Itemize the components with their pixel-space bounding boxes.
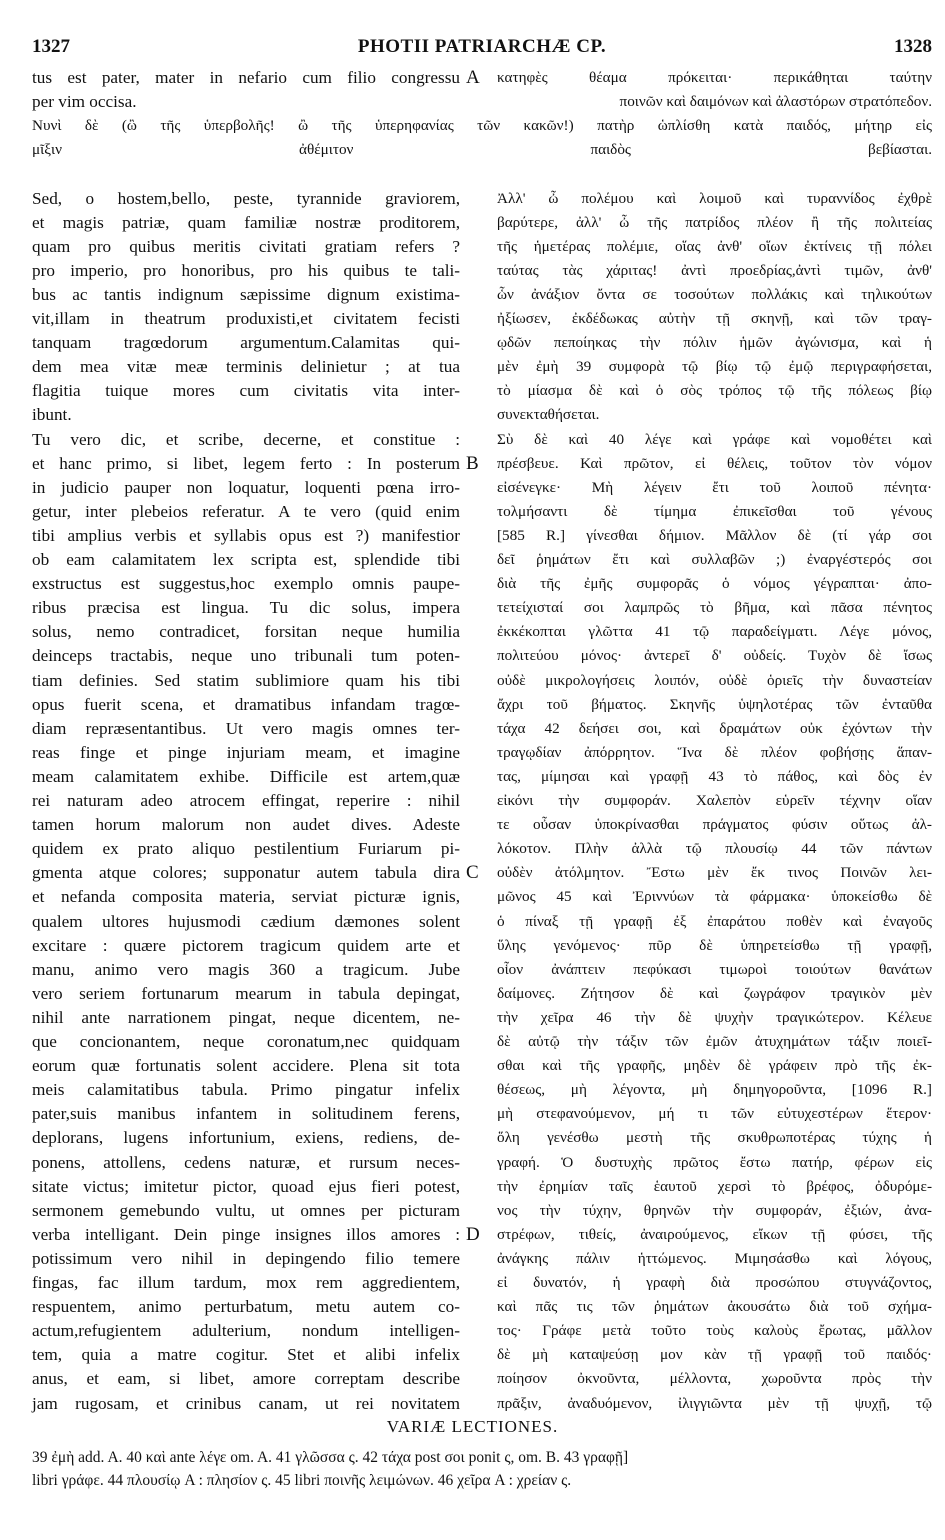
greek-line: δὲ αὐτῷ τὴν τάξιν τῶν ἐμῶν ἀτυχημάτων τάξιν ποιεῖ- xyxy=(497,1033,932,1050)
latin-line: flagitia tuique mores cum civitatis vita inter- xyxy=(32,381,460,401)
running-title: PHOTII PATRIARCHÆ CP. xyxy=(357,36,607,57)
latin-line: rei naturam adeo atrocem effingat, reperire : nihil xyxy=(32,791,460,810)
greek-line: δαίμονες. Ζήτησον δὲ καὶ ζωγράφον τραγικὸν μὲν xyxy=(497,984,932,1002)
latin-line: fingas, fac illum tardum, mox rem aggredientem, xyxy=(32,1273,460,1292)
greek-line: τῆς ἡμετέρας πολέμιε, οἵας ἀνθ' οἵων ἐκτίνεις τῇ πόλει xyxy=(497,237,932,255)
latin-line: quidem ex prato aliquo pestilentium Furiarum pi- xyxy=(32,839,460,859)
greek-line: τραγῳδίαν ἀπόρρητον. Ἵνα δὲ πλέον φοβήσῃς ἅπαν- xyxy=(497,743,932,761)
latin-line: meam calamitatem exhibe. Difficile est artem,quæ xyxy=(32,766,460,786)
greek-line: δὲ μὴ καταψεύσῃ μον κὰν τῇ γραφῇ τοῦ παιδός· xyxy=(497,1346,932,1364)
latin-line: ponens, attollens, cedens naturæ, et rursum neces- xyxy=(32,1152,460,1172)
greek-line: τε οὖσαν ὑποκρίνασθαι πράγματος φύσιν οὕτως ἀλ- xyxy=(497,816,932,834)
greek-line: ταύτας τὰς χάριτας! ἀντὶ προεδρίας,ἀντὶ τιμῶν, ἀνθ' xyxy=(497,261,932,279)
greek-line: ὕλης γενόμενος· πῦρ δὲ ὑπηρετείσθω τῇ γραφῇ, xyxy=(497,936,932,954)
latin-line: et magis patriæ, quam familiæ nostræ proditorem, xyxy=(32,212,460,232)
greek-line: τὴν ἐρημίαν ταῖς ἑαυτοῦ χερσὶ τὸ βρέφος, ὀδυρόμε- xyxy=(497,1177,932,1195)
page-number-right: 1328 xyxy=(894,36,932,57)
latin-line: que concionantem, neque coronatum,nec quidquam xyxy=(32,1032,460,1051)
latin-line: deinceps tractabis, neque uno tribunali tum poten- xyxy=(32,646,460,666)
greek-line: ἀνάγκης πάλιν ἡττώμενος. Μιμησάσθω καὶ λόγους, xyxy=(497,1249,932,1267)
latin-line: verba intelligant. Dein pinge insignes illos amores : xyxy=(32,1224,460,1244)
latin-line: pro imperio, pro honoribus, pro his quibus te tali- xyxy=(32,260,460,280)
latin-line: gmenta atque colores; supponatur autem tabula dira xyxy=(32,863,460,883)
latin-line: qualem ultores hujusmodi cædium dæmones solent xyxy=(32,911,460,931)
latin-line: ob eam calamitatem lex scripta est, splendide tibi xyxy=(32,550,460,569)
page-header xyxy=(32,36,932,62)
greek-line: διὰ τῆς ἐμῆς συμφορᾶς ὁ νόμος γέγραπται· ἀπο- xyxy=(497,575,932,593)
greek-line: ποινῶν καὶ δαιμόνων καὶ ἀλαστόρων στρατόπεδον. xyxy=(619,93,932,111)
latin-line: potissimum vero nihil in depingendo filio temere xyxy=(32,1248,460,1268)
latin-line: tibi amplius verbis et syllabis opus est ?) manifestior xyxy=(32,525,460,545)
greek-line: βαρύτερε, ἀλλ' ὦ τῆς πατρίδος πλέον ἢ τῆς πολιτείας xyxy=(497,213,932,231)
greek-line: θέσεως, μὴ λέγοντα, μὴ δημηγοροῦντα, [1096 R.] xyxy=(497,1081,932,1099)
latin-line: vit,illam in theatrum produxisti,et civitatem fecisti xyxy=(32,309,460,328)
page-number-left: 1327 xyxy=(32,36,70,57)
latin-line: ibunt. xyxy=(32,405,72,425)
greek-line: ὁ πίναξ τῇ γραφῇ ἐξ ἐπαράτου ποθὲν καὶ ἐναγοῦς xyxy=(497,912,932,930)
latin-line: anus, et eam, si libet, amore correptam describe xyxy=(32,1369,460,1389)
latin-line: tiam definies. Sed statim sublimiore quam his tibi xyxy=(32,670,460,690)
greek-line: ἄχρι τοῦ βήματος. Σκηνῆς ὑψηλοτέρας τῶν ἐνταῦθα xyxy=(497,695,932,713)
greek-line: στρέφων, τιθείς, ἀναιρούμενος, εἴκων τῇ φύσει, τῆς xyxy=(497,1225,932,1243)
latin-line: per vim occisa. xyxy=(32,92,137,112)
greek-line: [585 R.] γίνεσθαι δήμιον. Μᾶλλον δὲ (τί γάρ σοι xyxy=(497,526,932,544)
greek-line: τὴν χεῖρα 46 τὴν δὲ ψυχὴν τραγικώτερον. Κέλευε xyxy=(497,1008,932,1026)
latin-line: eorum quæ fortunatis solent accidere. Plena sit tota xyxy=(32,1056,460,1076)
greek-spanning-line: μῖξιν ἀθέμιτον παιδὸς βεβίασται. xyxy=(32,141,932,159)
greek-line: κατηφὲς θέαμα πρόκειται· περικάθηται ταύτην xyxy=(497,69,932,86)
latin-line: tamen horum malorum non audet dives. Adeste xyxy=(32,815,460,835)
greek-line: ποίησον ὀκνοῦντα, μέλλοντα, χωροῦντα πρὸς τὴν xyxy=(497,1370,932,1388)
greek-line: τάχα 42 δεήσει σοι, καὶ δραμάτων οὐκ ἐχόντων τὴν xyxy=(497,719,932,737)
latin-line: getur, inter plebeios referatur. A te vero (quid enim xyxy=(32,501,460,521)
greek-line: σθαι καὶ τῆς γραφῆς, μηδὲν δὲ γράφειν πρὸ τῆς ἐκ- xyxy=(497,1057,932,1075)
greek-line: συνεκταθήσεται. xyxy=(497,406,600,424)
greek-line: εἰκόνι τὴν συμφοράν. Χαλεπὸν εὑρεῖν τέχνην οἵαν xyxy=(497,792,932,809)
greek-line: μῶνος 45 καὶ Ἐριννύων τὰ φάρμακα· ὑποκείσθω δὲ xyxy=(497,888,932,906)
latin-line: solus, nemo contradicet, forsitan neque humilia xyxy=(32,622,460,642)
greek-line: εἰ δυνατόν, ἡ γραφὴ διὰ προσώπου στυγνάζοντος, xyxy=(497,1274,932,1291)
latin-line: sitate victus; imitetur pictor, quoad ejus fieri potest, xyxy=(32,1176,460,1196)
latin-line: excitare : quære pictorem tragicum quidem arte et xyxy=(32,935,460,955)
margin-marker-a: A xyxy=(466,67,480,88)
latin-line: tanquam tragœdorum argumentum.Calamitas qui- xyxy=(32,333,460,353)
greek-line: ὧν ἀνάξιον ὄντα σε τοσούτων πολλάκις καὶ τηλικούτων xyxy=(497,285,932,303)
latin-line: tus est pater, mater in nefario cum filio congressu xyxy=(32,68,460,87)
latin-line: jam rugosam, et crinibus canam, ut rei novitatem xyxy=(32,1393,460,1413)
latin-line: quam pro quibus meritis civitati gratiam refers ? xyxy=(32,236,460,256)
latin-line: diam repræsentantibus. Ut vero magis omnes ter- xyxy=(32,718,460,738)
greek-line: πρέσβευε. Καὶ πρῶτον, εἰ θέλεις, τοῦτον τὸν νόμον xyxy=(497,454,932,472)
latin-line: et hanc primo, si libet, legem ferto : In posterum xyxy=(32,453,460,473)
greek-line: ῳδῶν πεποίηκας τὴν πόλιν ἡμῶν ἀγώνισμα, καὶ ἡ xyxy=(497,334,932,352)
latin-line: tem, quia a matre cogitur. Stet et alibi infelix xyxy=(32,1345,460,1365)
latin-line: vero seriem fortunarum mearum in tabula depingat, xyxy=(32,983,460,1003)
margin-marker-b: B xyxy=(466,452,479,474)
greek-line: Ἀλλ' ὦ πολέμου καὶ λοιμοῦ καὶ τυραννίδος ἐχθρὲ xyxy=(497,189,932,207)
latin-line: opus fuerit scena, et dramatibus infandam tragœ- xyxy=(32,694,460,714)
latin-line: Tu vero dic, et scribe, decerne, et constitue : xyxy=(32,429,460,449)
latin-line: in judicio pauper non loquatur, loquenti pœna irro- xyxy=(32,477,460,497)
variae-line-2: libri γράφε. 44 πλουσίῳ A : πλησίον ς. 45 libri ποινῆς λειμώνων. 46 χεῖρα A : χρείαν ς. xyxy=(32,1472,572,1489)
latin-line: pater,suis manibus infantem in solitudinem ferens, xyxy=(32,1104,460,1124)
greek-line: μὴ στεφανούμενον, μή τι τῶν εὐτυχεστέρων ἕτερον· xyxy=(497,1105,932,1123)
greek-line: πρᾶξιν, ἀναδυόμενον, ἰλιγγιῶντα μὲν τῇ ψυχῇ, τῷ xyxy=(497,1394,932,1412)
greek-line: γραφή. Ὁ δυστυχὴς πρῶτος ἔστω πατήρ, φέρων εἰς xyxy=(497,1153,932,1171)
margin-marker-d: D xyxy=(466,1223,480,1245)
latin-line: manu, animo vero magis 360 a tragicum. Jube xyxy=(32,959,460,979)
greek-line: πολιτεύου μόνος· ἀντερεῖ δ' οὐδείς. Τυχὸν δὲ ἴσως xyxy=(497,647,932,665)
greek-line: νος τὴν τύχην, θρηνῶν τὴν συμφοράν, ἐξιών, ἀνα- xyxy=(497,1201,932,1219)
latin-line: et nefanda composita materia, serviat picturæ ignis, xyxy=(32,887,460,907)
margin-marker-c: C xyxy=(466,862,479,884)
greek-line: μὲν ἐμὴ 39 συμφορὰ τῷ βίῳ τῷ ἐμῷ περιγραφήσεται, xyxy=(497,358,932,376)
latin-line: nihil ante narrationem pingat, neque dicentem, ne- xyxy=(32,1007,460,1027)
greek-line: ἠξίωσεν, ἐκδέδωκας αὐτὴν τῇ σκηνῇ, καὶ τῶν τραγ- xyxy=(497,310,932,327)
latin-line: meis calamitatibus tabula. Primo pingatur infelix xyxy=(32,1080,460,1100)
greek-line: ἐκκέκοπται γλῶττα 41 τῷ παραδείγματι. Λέγε μόνος, xyxy=(497,623,932,641)
latin-line: exstructus est suggestus,hoc exemplo omnis paupe- xyxy=(32,574,460,594)
greek-spanning-line: Νυνὶ δὲ (ὢ τῆς ὑπερβολῆς! ὢ τῆς ὑπερηφανίας τῶν κακῶν!) πατὴρ ὡπλίσθη κατὰ παιδός, μήτηρ εἰς xyxy=(32,117,932,135)
greek-line: δεῖ ῥημάτων ἔτι καὶ συλλαβῶν ;) ἐναργέστερός σοι xyxy=(497,551,932,568)
latin-line: respuentem, animo perturbatum, metu autem co- xyxy=(32,1297,460,1317)
greek-line: τος· Γράφε μετὰ τοῦτο τοὺς καλοὺς ἔρωτας, μᾶλλον xyxy=(497,1322,932,1340)
greek-line: ὅλη γενέσθω μεστὴ τῆς σκυθρωποτέρας τύχης ἡ xyxy=(497,1129,932,1147)
variae-line-1: 39 ἐμὴ add. A. 40 καὶ ante λέγε om. A. 41 γλῶσσα ς. 42 τάχα post σοι ponit ς, om. B. 43 γραφῇ] xyxy=(32,1449,629,1466)
latin-line: dem mea vitæ meæ terminis delinietur ; at tua xyxy=(32,357,460,377)
latin-line: actum,refugientem adulterium, nondum intelligen- xyxy=(32,1321,460,1341)
latin-line: reas finge et pinge injuriam meam, et imagine xyxy=(32,742,460,762)
greek-line: οἷον ἀνάπτειν πεφύκασι τιμωροὶ τοιούτων θανάτων xyxy=(497,960,932,978)
greek-line: τὸ μίασμα δὲ καὶ ὁ σὸς τρόπος τῷ τῆς πόλεως βίῳ xyxy=(497,382,932,400)
greek-line: καὶ πᾶς τις τῶν ῥημάτων ἀκουσάτω διὰ τοῦ σχήμα- xyxy=(497,1298,932,1316)
latin-line: deplorans, lugens infortunium, exiens, rediens, de- xyxy=(32,1128,460,1148)
latin-line: ribus præcisa est lingua. Tu dic solus, impera xyxy=(32,598,460,618)
greek-line: τετείχισταί σοι λαμπρῶς τὸ βῆμα, καὶ πᾶσα πένητος xyxy=(497,599,932,617)
latin-line: Sed, o hostem,bello, peste, tyrannide graviorem, xyxy=(32,188,460,208)
greek-line: τας, μίμησαι καὶ γραφῇ 43 τὸ πάθος, καὶ δὸς ἐν xyxy=(497,767,932,785)
greek-line: Σὺ δὲ καὶ 40 λέγε καὶ γράφε καὶ νομοθέτει καὶ xyxy=(497,430,932,448)
greek-line: τολμήσαντι δὲ τίμημα ἐπικεῖσθαι τοῦ γένους xyxy=(497,502,932,520)
greek-line: οὐδὲ μικρολογήσεις λοιπόν, οὐδὲ ὁριεῖς τὴν δυναστείαν xyxy=(497,671,932,689)
greek-line: οὐδὲν ἀτόλμητον. Ἔστω μὲν ἔκ τινος Ποινῶν λει- xyxy=(497,864,932,882)
latin-line: sermonem gemebundo vultu, ut omnes per picturam xyxy=(32,1200,460,1220)
greek-line: λόκοτον. Πλὴν ἀλλὰ τῷ πλουσίῳ 44 τῶν πάντων xyxy=(497,840,932,858)
greek-line: εἰσένεγκε· Μὴ λέγειν ἔτι τοῦ λοιποῦ πένητα· xyxy=(497,478,932,496)
latin-line: bus ac tantis indignum sæpissime dignum existima- xyxy=(32,284,460,304)
variae-lectiones-title: VARIÆ LECTIONES. xyxy=(386,1417,559,1436)
